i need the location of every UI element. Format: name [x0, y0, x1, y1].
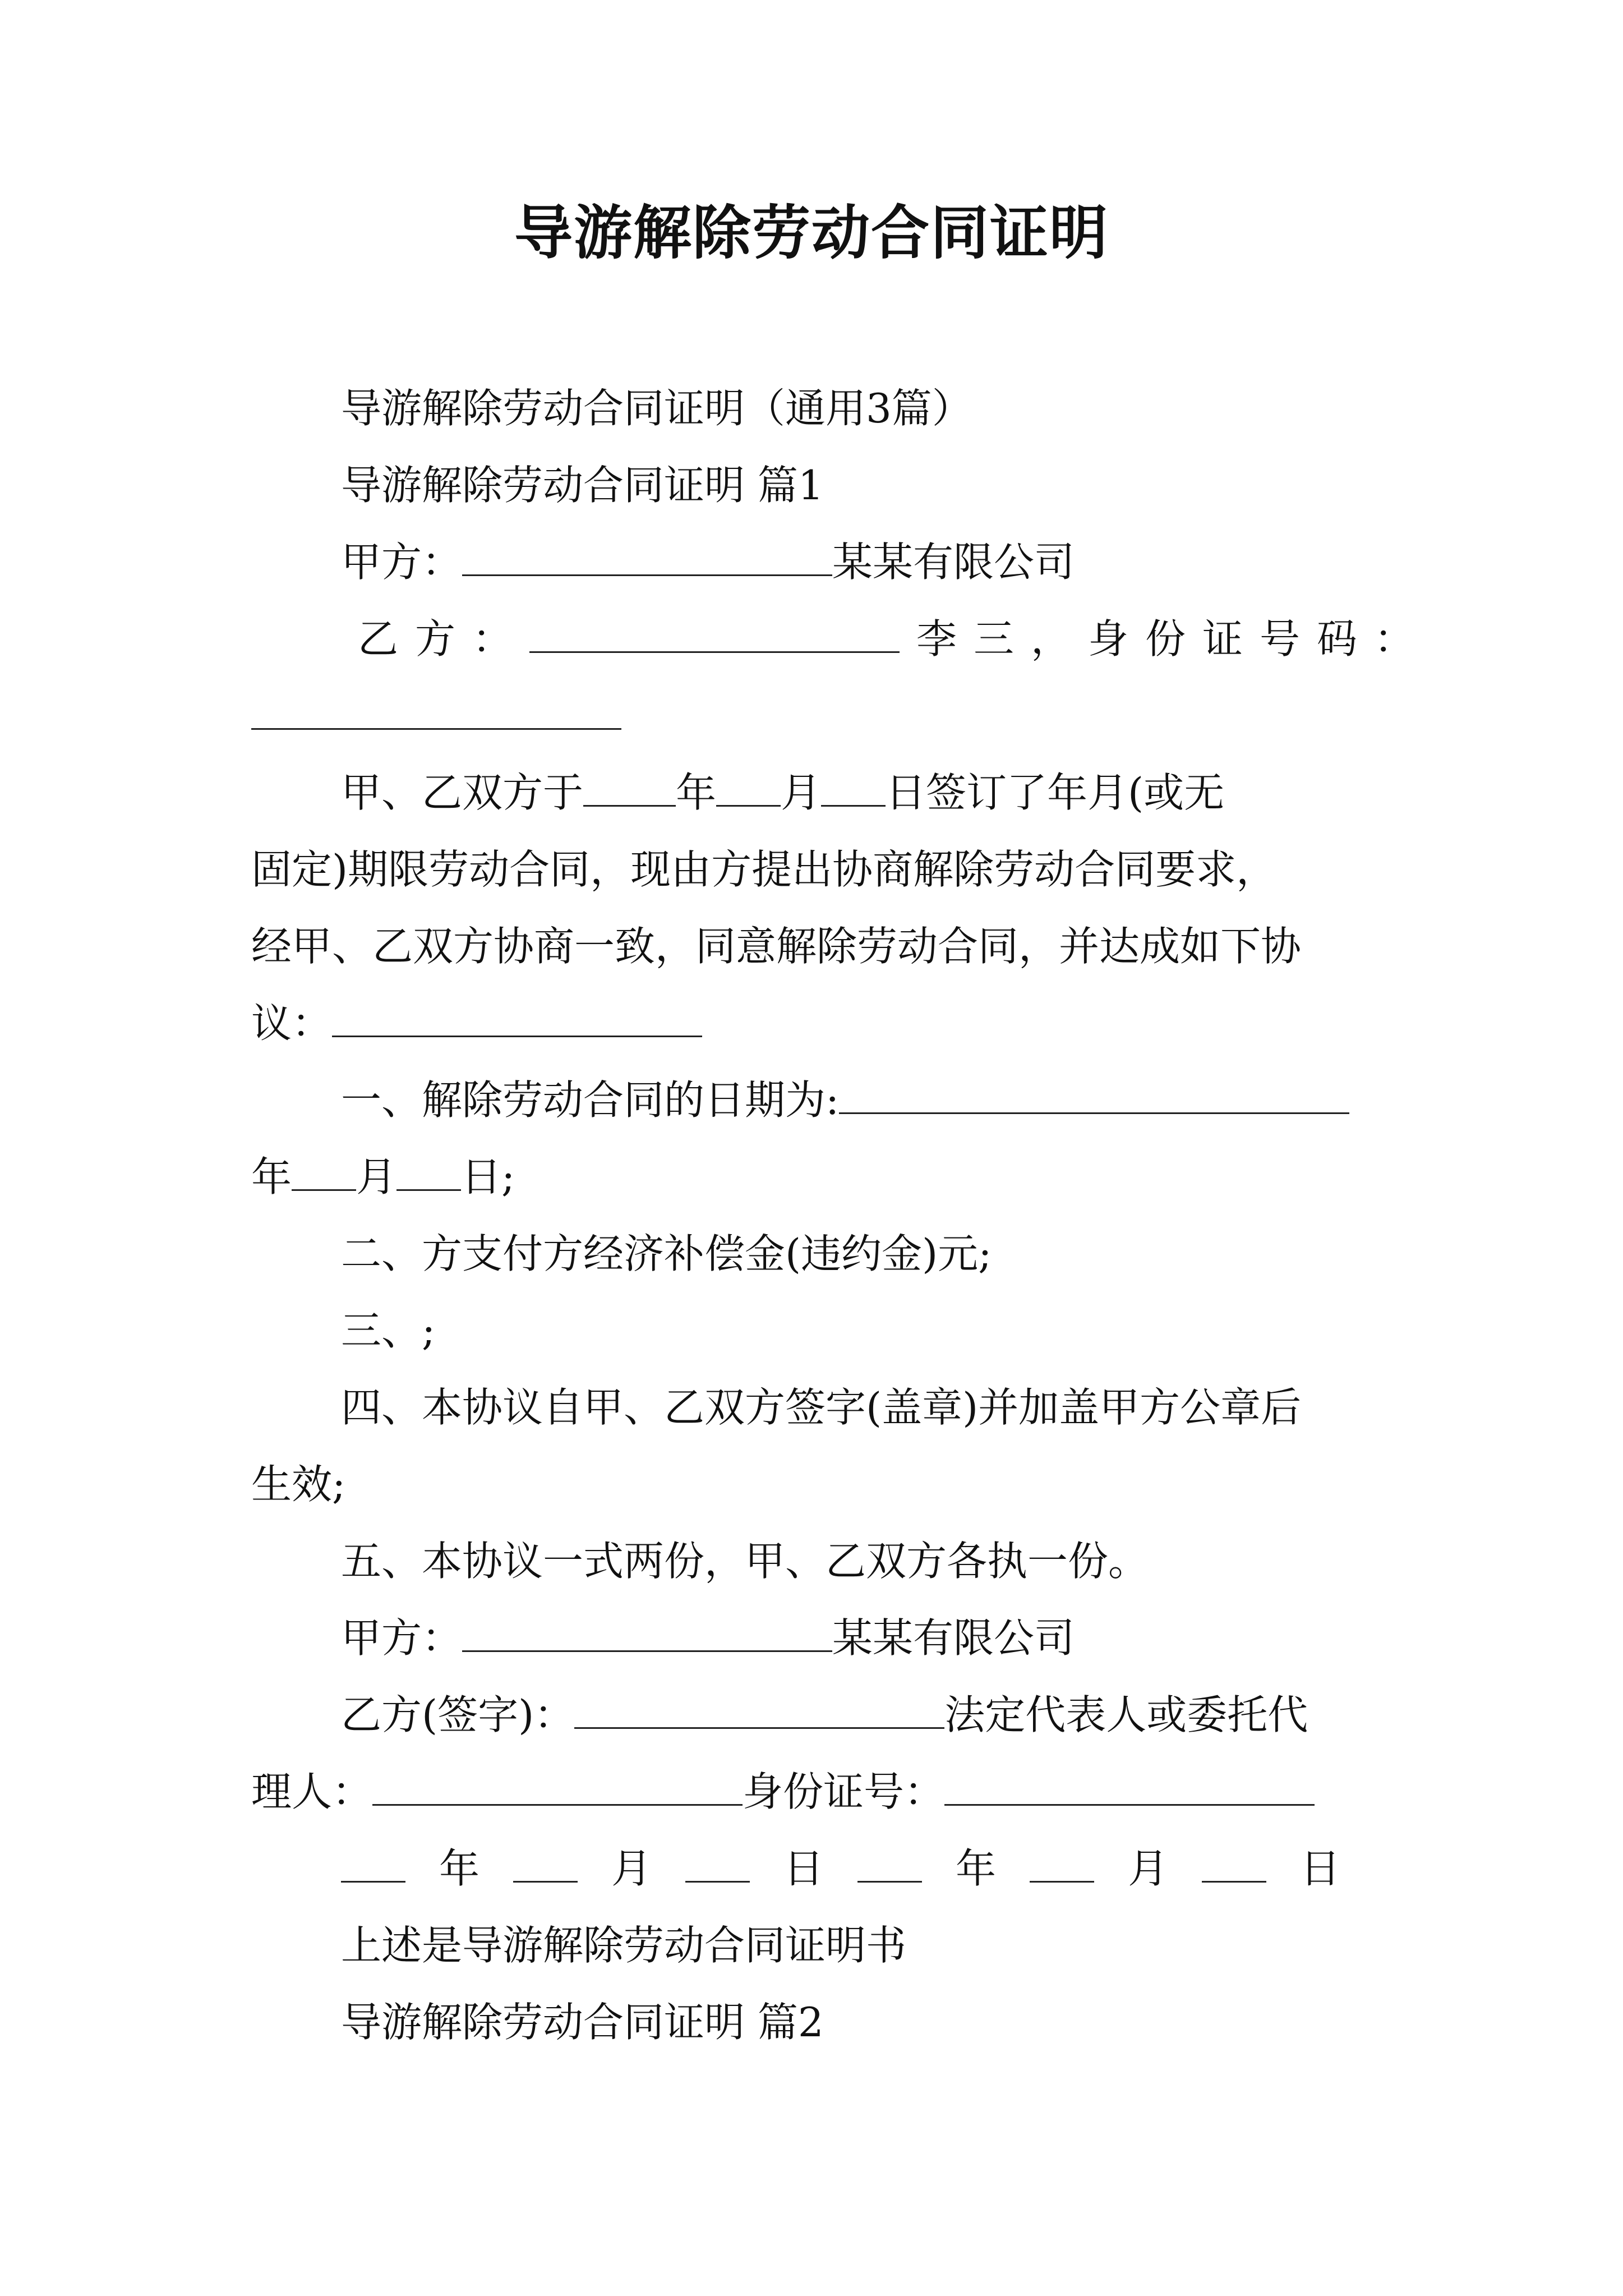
sign-date-line — [251, 1830, 1380, 1907]
sign-id-blank — [944, 1759, 1315, 1806]
section2-heading-text: 导游解除劳动合同证明 篇2 — [341, 1999, 824, 2046]
item4-line2-text: 生效; — [251, 1461, 346, 1508]
item5-text: 五、本协议一式两份，甲、乙双方各执一份。 — [341, 1538, 1149, 1585]
para1-line3 — [251, 908, 1380, 985]
sign-year-blank — [583, 760, 676, 807]
date1-day-blank — [685, 1836, 750, 1883]
item3-line — [251, 1292, 1380, 1369]
item2-line — [251, 1216, 1380, 1292]
party-b-text: 李三，身份证号码： — [916, 615, 1432, 662]
para1-line1-c: 月 — [781, 769, 822, 816]
party-b-id-line — [251, 678, 1380, 754]
party-a-blank — [462, 530, 832, 576]
sign-party-a-blank — [462, 1605, 832, 1652]
item3-text: 三、; — [341, 1307, 436, 1354]
item1-month-blank — [292, 1144, 356, 1191]
date2-month: 月 — [1128, 1845, 1169, 1892]
party-a-name: 某某有限公司 — [832, 539, 1075, 586]
section1-heading-text: 导游解除劳动合同证明 篇1 — [341, 462, 824, 509]
party-a-label: 甲方： — [341, 539, 463, 586]
date1-month: 月 — [611, 1845, 652, 1892]
para1-line3-text: 经甲、乙双方协商一致，同意解除劳动合同，并达成如下协 — [251, 923, 1302, 970]
item4-line2 — [251, 1446, 1380, 1523]
party-a-line — [251, 524, 1380, 601]
para1-line1-a: 甲、乙双方于 — [341, 769, 584, 816]
item5-line — [251, 1523, 1380, 1600]
item4-line1 — [251, 1369, 1380, 1446]
sign-month-blank — [716, 760, 781, 807]
date2-day: 日 — [1300, 1845, 1341, 1892]
date1-year: 年 — [439, 1845, 480, 1892]
date2-year: 年 — [956, 1845, 997, 1892]
sign-party-b-label: 乙方(签字)： — [341, 1691, 575, 1738]
closing-text: 上述是导游解除劳动合同证明书 — [341, 1922, 907, 1969]
para1-line1-d: 日签订了年月(或无 — [886, 769, 1225, 816]
subtitle — [251, 370, 1380, 447]
item1-day: 日; — [461, 1153, 515, 1200]
date2-year-blank — [857, 1836, 922, 1883]
para1-line2 — [251, 831, 1380, 908]
party-b-label: 乙方： — [358, 615, 530, 662]
closing-line — [251, 1907, 1380, 1984]
item1-year: 年 — [251, 1153, 292, 1200]
sign-party-a-name: 某某有限公司 — [832, 1614, 1075, 1662]
sign-agent-line — [251, 1754, 1380, 1830]
sign-party-b-blank — [574, 1682, 944, 1729]
para1-line4-text: 议： — [251, 1000, 333, 1047]
date2-day-blank — [1202, 1836, 1266, 1883]
item1-text: 一、解除劳动合同的日期为: — [341, 1076, 840, 1124]
para1-line4 — [251, 985, 1380, 1062]
item4-line1-text: 四、本协议自甲、乙双方签字(盖章)并加盖甲方公章后 — [341, 1384, 1302, 1431]
party-b-line — [251, 601, 1432, 678]
date1-day: 日 — [783, 1845, 824, 1892]
sign-agent-label: 理人： — [251, 1768, 373, 1815]
document-title: 导游解除劳动合同证明 — [514, 198, 1109, 267]
sign-party-b-line — [251, 1677, 1380, 1754]
party-b-blank — [529, 606, 900, 653]
sign-party-b-rep: 法定代表人或委托代 — [944, 1691, 1308, 1738]
para1-line2-text: 固定)期限劳动合同，现由方提出协商解除劳动合同要求， — [251, 846, 1277, 893]
sign-id-label: 身份证号： — [743, 1768, 945, 1815]
sign-party-a-label: 甲方： — [341, 1614, 463, 1662]
agreement-blank — [332, 991, 702, 1037]
sign-day-blank — [821, 760, 886, 807]
termination-date-blank — [839, 1068, 1349, 1114]
sign-agent-blank — [372, 1759, 743, 1806]
sign-party-a-line — [251, 1600, 1380, 1677]
item1-day-blank — [396, 1144, 461, 1191]
para1-line1-b: 年 — [676, 769, 717, 816]
document-body — [251, 370, 1432, 2061]
item2-text: 二、方支付方经济补偿金(违约金)元; — [341, 1230, 992, 1277]
para1-line1 — [251, 754, 1380, 831]
section1-heading — [251, 447, 1380, 524]
subtitle-text: 导游解除劳动合同证明（通用3篇） — [341, 385, 972, 432]
section2-heading — [251, 1984, 1380, 2061]
date1-month-blank — [513, 1836, 578, 1883]
party-b-id-blank — [251, 683, 621, 730]
item1-line2 — [251, 1139, 1380, 1216]
item1-line1 — [251, 1062, 1380, 1139]
date1-year-blank — [341, 1836, 405, 1883]
date2-month-blank — [1030, 1836, 1094, 1883]
item1-month: 月 — [356, 1153, 397, 1200]
